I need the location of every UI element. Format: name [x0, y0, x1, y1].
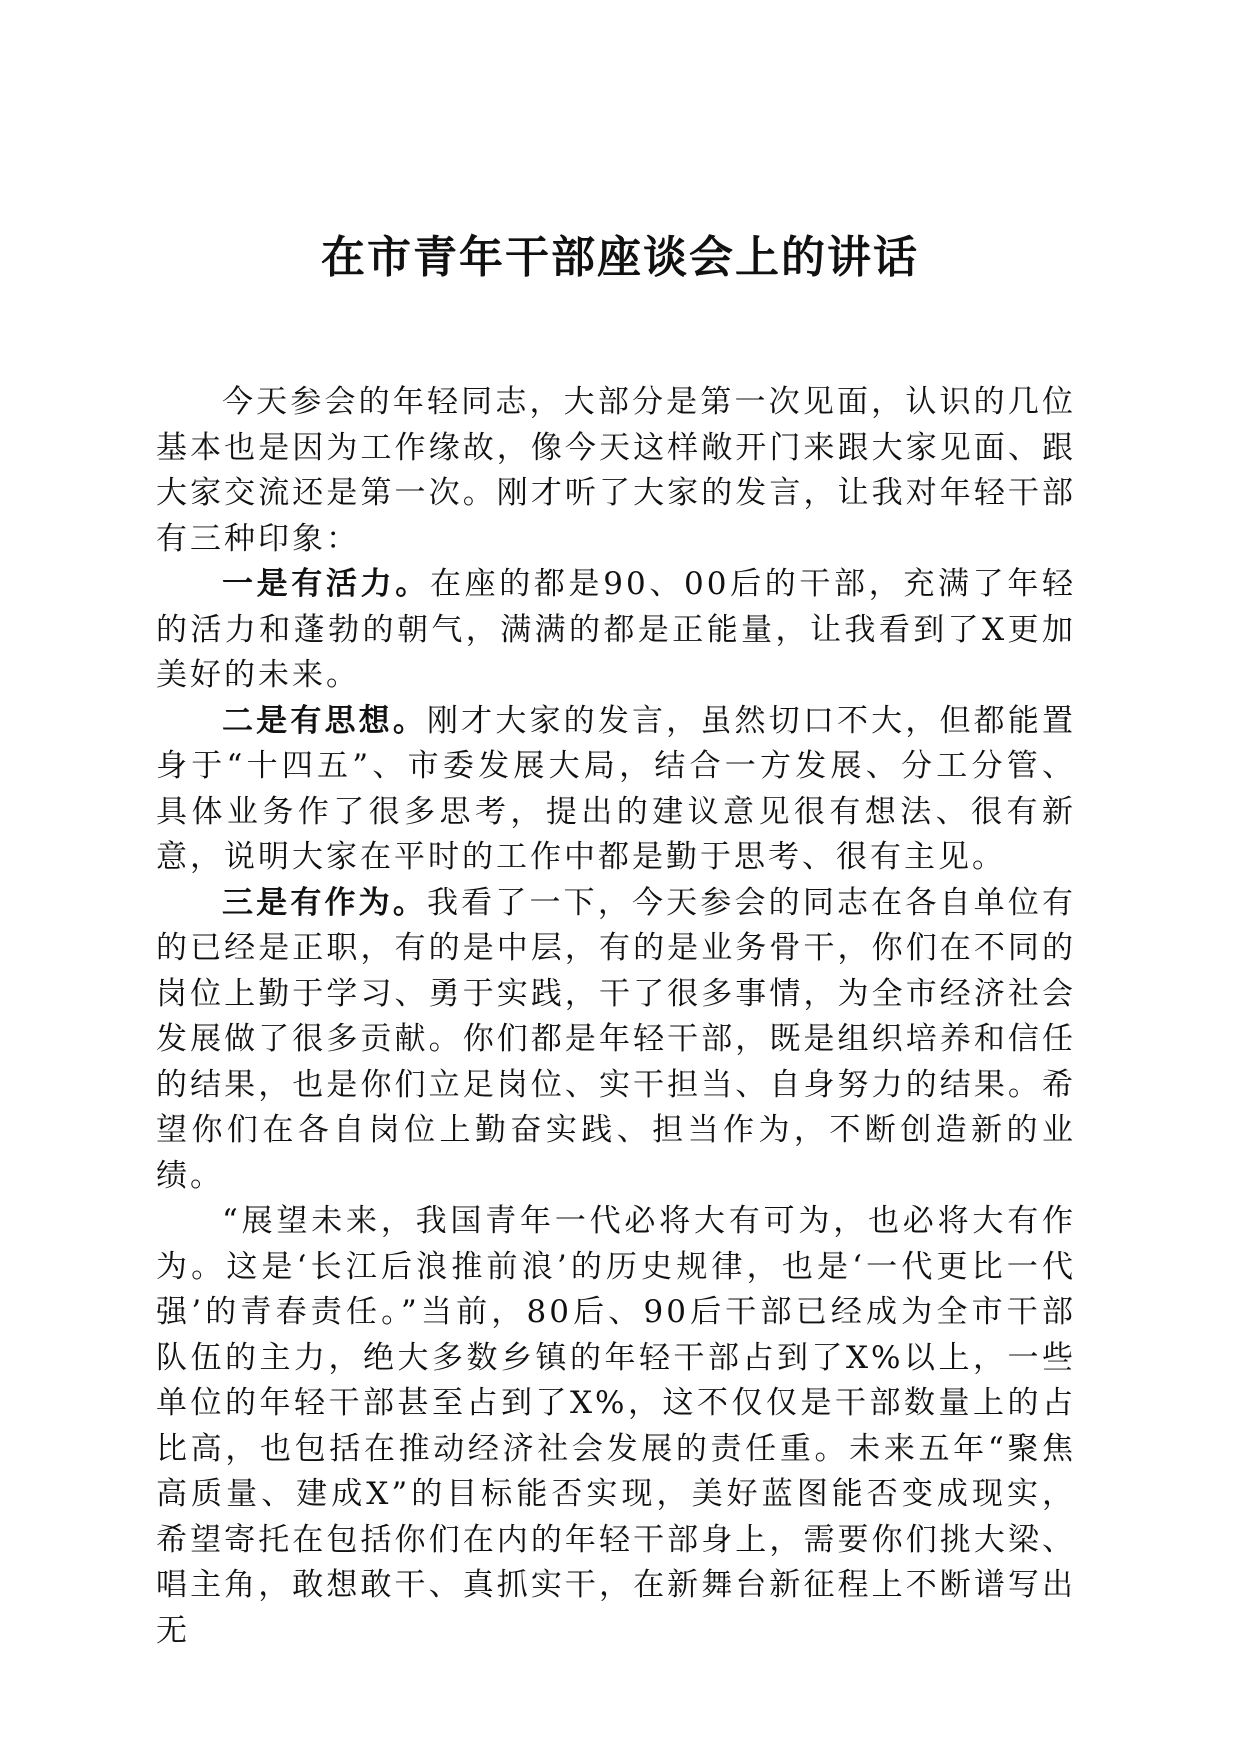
- paragraph-achievement: [156, 881, 1076, 1200]
- paragraph-text: 今天参会的年轻同志，大部分是第一次见面，认识的几位基本也是因为工作缘故，像今天这样敞开门来跟大家见面、跟大家交流还是第一次。刚才听了大家的发言，让我对年轻干部有三种印象：: [156, 384, 1076, 557]
- paragraph-text: 在座的都是90、00后的干部，充满了年轻的活力和蓬勃的朝气，满满的都是正能量，让我看到了X更加美好的未来。: [156, 566, 1076, 693]
- paragraph-intro: [156, 380, 1076, 562]
- paragraph-lead: 三是有作为。: [222, 884, 427, 921]
- paragraph-vitality: [156, 562, 1076, 699]
- page-title: 在市青年干部座谈会上的讲话: [321, 232, 919, 283]
- paragraph-thinking: [156, 699, 1076, 881]
- paragraph-text: 我看了一下，今天参会的同志在各自单位有的已经是正职，有的是中层，有的是业务骨干，你们在不同的岗位上勤于学习、勇于实践，干了很多事情，为全市经济社会发展做了很多贡献。你们都是年轻干部，既是组织培养和信任的结果，也是你们立足岗位、实干担当、自身努力的结果。希望你们在各自岗位上勤奋实践、担当作为，不断创造新的业绩。: [156, 884, 1076, 1194]
- paragraph-lead: 一是有活力。: [222, 566, 430, 602]
- document-body: [156, 380, 1076, 1654]
- paragraph-future: [156, 1199, 1076, 1654]
- paragraph-lead: 二是有思想。: [222, 702, 427, 739]
- paragraph-text: “展望未来，我国青年一代必将大有可为，也必将大有作为。这是‘长江后浪推前浪’的历史规律，也是‘一代更比一代强’的青春责任。”当前，80后、90后干部已经成为全市干部队伍的主力，绝大多数乡镇的年轻干部占到了X%以上，一些单位的年轻干部甚至占到了X%，这不仅仅是干部数量上的占比高，也包括在推动经济社会发展的责任重。未来五年“聚焦高质量、建成X”的目标能否实现，美好蓝图能否变成现实，希望寄托在包括你们在内的年轻干部身上，需要你们挑大梁、唱主角，敢想敢干、真抓实干，在新舞台新征程上不断谱写出无: [156, 1203, 1076, 1649]
- paragraph-text: 刚才大家的发言，虽然切口不大，但都能置身于“十四五”、市委发展大局，结合一方发展、分工分管、具体业务作了很多思考，提出的建议意见很有想法、很有新意，说明大家在平时的工作中都是勤于思考、很有主见。: [156, 702, 1076, 875]
